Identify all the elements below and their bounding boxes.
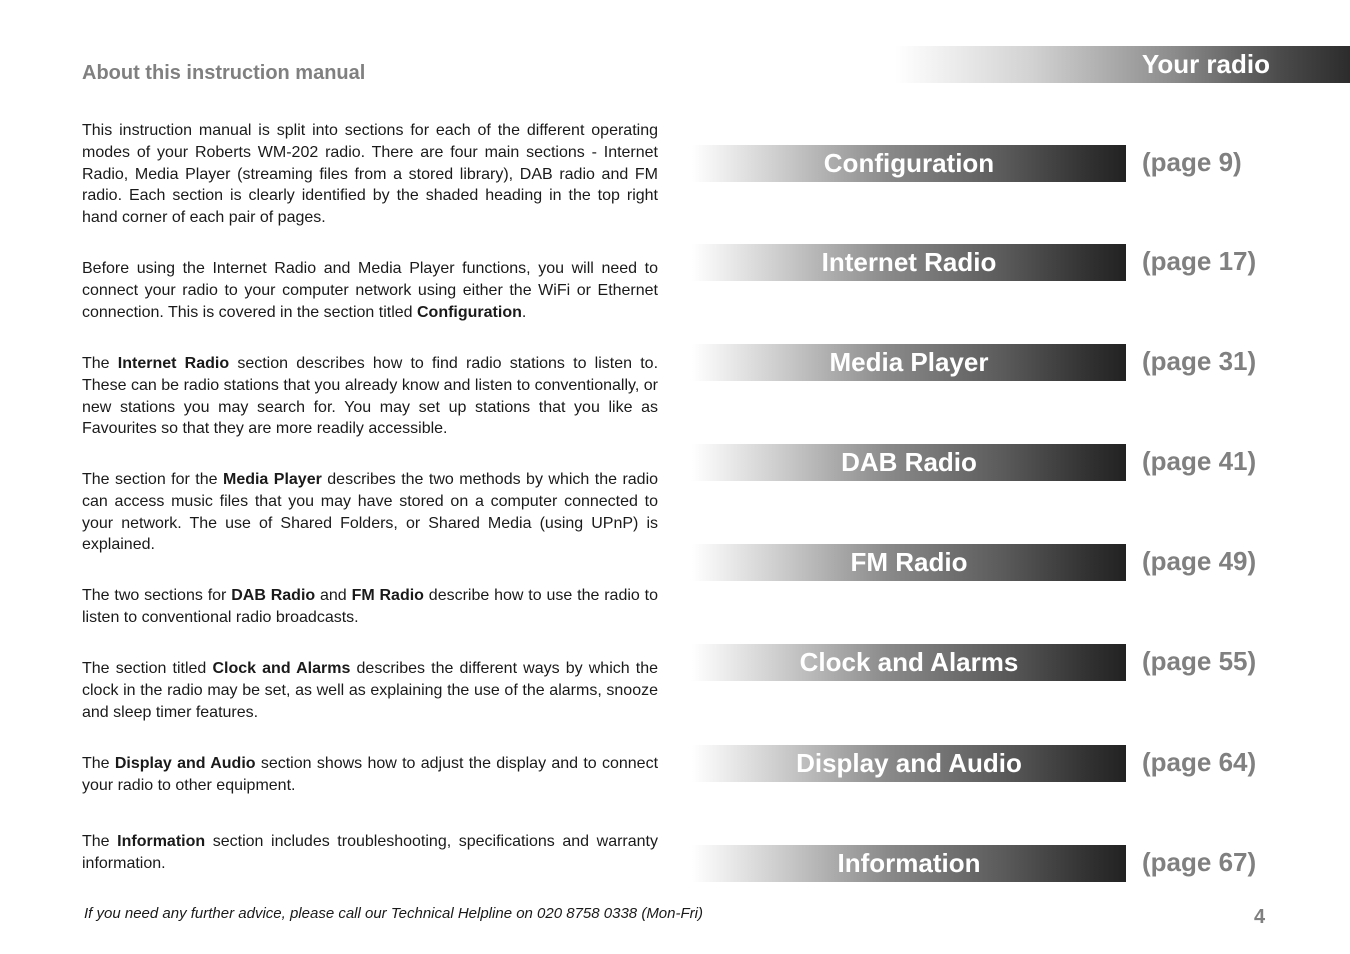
section-page-ref: (page 41) [1142,446,1257,476]
paragraph-7 [82,753,658,797]
text-run: section shows how to adjust the display and to connect your radio to other equipment. [82,755,659,794]
paragraph-1 [82,120,658,229]
section-bar-fm-radio [692,544,1126,581]
text-run: Before using the Internet Radio and Media Player functions, you will need to connect your radio to your computer network using either the WiFi or Ethernet connection. This is covered in the section titled [82,260,658,321]
section-bar-information [692,845,1126,882]
section-label: Media Player [829,347,989,377]
bold-term: Configuration [417,303,522,321]
paragraph-2 [82,258,658,323]
section-bar-dab-radio [692,444,1126,481]
section-bar-internet-radio [692,244,1126,281]
section-page-ref: (page 64) [1142,747,1257,777]
text-run: The section for the [82,471,223,488]
section-label: FM Radio [850,547,968,577]
section-page-ref: (page 67) [1142,847,1257,877]
text-run: section describes how to find radio stations to listen to. These can be radio stations that you already know and listen to conventionally, or new stations you may search for. You may set up stations that you like as Favourites so that they are more readily accessible. [82,355,659,438]
section-label: Internet Radio [821,247,997,277]
bold-term: Media Player [222,471,322,488]
header-title: Your radio [1141,49,1270,79]
bold-term: Clock and Alarms [212,660,351,677]
text-run: The [82,755,115,772]
page-number: 4 [1254,906,1266,928]
text-run: The section titled [82,660,213,677]
paragraph-4 [82,469,658,556]
section-bar-media-player [692,344,1126,381]
section-page-ref: (page 9) [1142,147,1242,177]
bold-term: Display and Audio [114,755,256,772]
section-page-ref: (page 17) [1142,246,1257,276]
bold-term: Information [117,833,206,850]
bold-term: FM Radio [351,587,424,604]
section-label: Clock and Alarms [799,647,1019,677]
text-run: and [315,587,352,604]
paragraph-8 [82,831,658,875]
paragraph-5 [82,585,658,629]
text-run: The [82,833,118,850]
section-bar-clock-and-alarms [692,644,1126,681]
bold-term: Internet Radio [117,355,230,372]
text-run: The [82,355,118,372]
text-run: describe how to use the radio to listen to conventional radio broadcasts. [82,587,658,626]
paragraph-3 [82,353,658,440]
text-run: section includes troubleshooting, specifications and warranty information. [82,833,658,872]
bold-term: DAB Radio [231,587,316,604]
section-page-ref: (page 55) [1142,646,1257,676]
section-label: Display and Audio [796,748,1022,778]
text-run: The two sections for [82,587,232,604]
section-page-ref: (page 49) [1142,546,1257,576]
section-label: Information [837,848,981,878]
section-bar-display-and-audio [692,745,1126,782]
header-band [895,46,1350,83]
paragraph-6 [82,658,658,723]
text-run: describes the different ways by which the clock in the radio may be set, as well as explaining the use of the alarms, snooze and sleep timer features. [82,660,659,721]
text-run: describes the two methods by which the radio can access music files that you may have stored on a computer connected to your network. The use of Shared Folders, or Shared Media (using UPnP) is explained. [82,471,659,554]
section-label: Configuration [823,148,995,178]
section-heading: About this instruction manual [82,62,366,84]
text-run: This instruction manual is split into sections for each of the different operating modes of your Roberts WM-202 radio. There are four main sections - Internet Radio, Media Player (streaming files from a stored library), DAB radio and FM radio. Each section is clearly identified by the shaded heading in the top right hand corner of each pair of pages. [82,122,658,227]
section-label: DAB Radio [841,447,977,477]
text-run: . [521,303,527,321]
section-page-ref: (page 31) [1142,346,1257,376]
helpline-note: If you need any further advice, please call our Technical Helpline on 020 8758 0338 (Mon-Fri) [84,905,703,922]
section-bar-configuration [692,145,1126,182]
